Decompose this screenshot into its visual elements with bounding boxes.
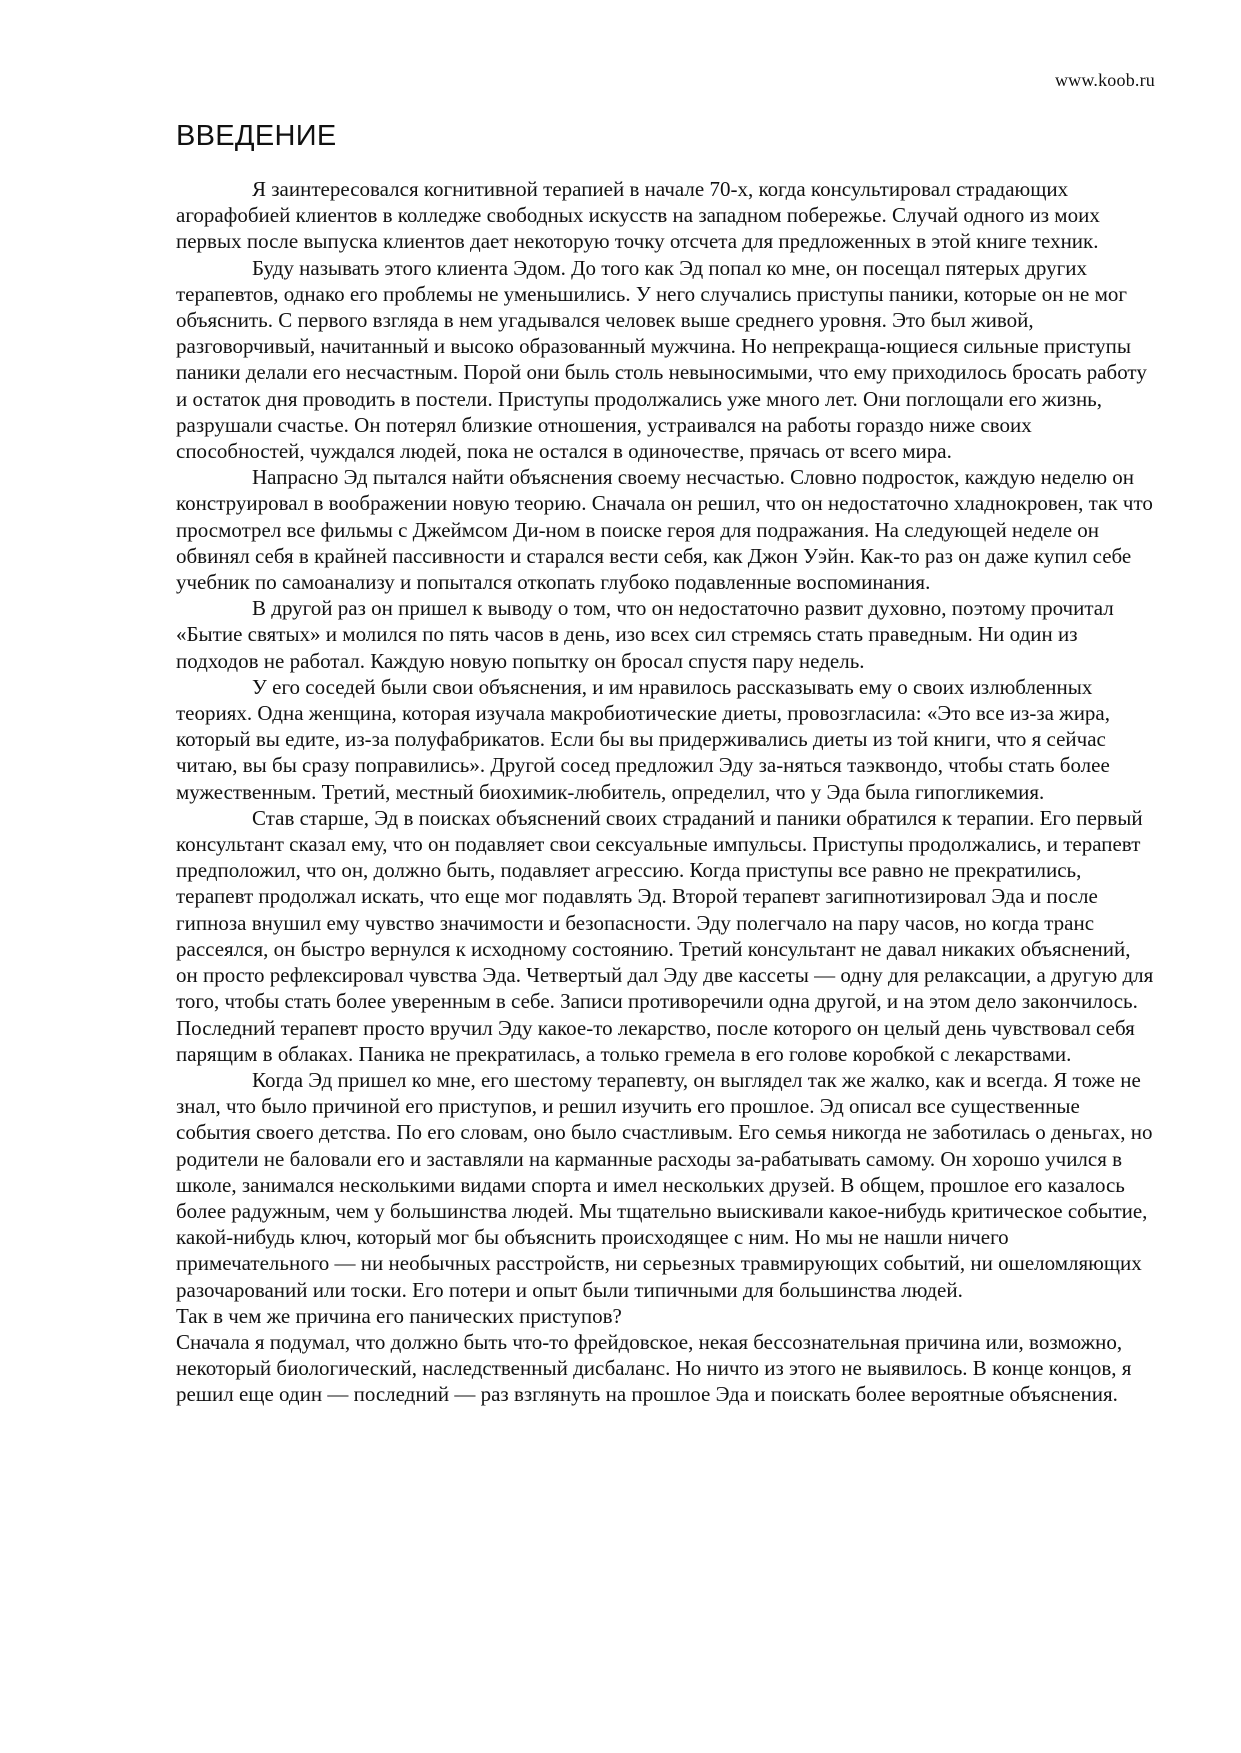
paragraph-8: Так в чем же причина его панических приступов? [176,1303,622,1328]
paragraph-2: Буду называть этого клиента Эдом. До того как Эд попал ко мне, он посещал пятерых других терапевтов, однако его проблемы не уменьшились. У него случались приступы паники, которые он не мог объяснить. С первого взгляда в нем угадывался человек выше среднего уровня. Это был живой, разговорчивый, начитанный и высоко образованный мужчина. Но непрекраща-ющиеся сильные приступы паники делали его несчастным. Порой они быль столь невыносимыми, что ему приходилось бросать работу и остаток дня проводить в постели. Приступы продолжались уже много лет. Они поглощали его жизнь, разрушали счастье. Он потерял близкие отношения, устраивался на работы гораздо ниже своих способностей, чуждался людей, пока не остался в одиночестве, прячась от всего мира. [176,255,1147,464]
page-title: ВВЕДЕНИЕ [176,120,337,152]
paragraph-3: Напрасно Эд пытался найти объяснения своему несчастью. Словно подросток, каждую неделю он конструировал в воображении новую теорию. Сначала он решил, что он недостаточно хладнокровен, так что просмотрел все фильмы с Джеймсом Ди-ном в поиске героя для подражания. На следующей неделе он обвинял себя в крайней пассивности и старался вести себя, как Джон Уэйн. Как-то раз он даже купил себе учебник по самоанализу и попытался откопать глубоко подавленные воспоминания. [176,465,1153,595]
paragraph-5: У его соседей были свои объяснения, и им нравилось рассказывать ему о своих излюбленных теориях. Одна женщина, которая изучала макробиотические диеты, провозгласила: «Это все из-за жира, который вы едите, из-за полуфабрикатов. Если бы вы придерживались диеты из той книги, что я сейчас читаю, вы бы сразу поправились». Другой сосед предложил Эду за-няться таэквондо, чтобы стать более мужественным. Третий, местный биохимик-любитель, определил, что у Эда была гипогликемия. [176,674,1110,804]
paragraph-1: Я заинтересовался когнитивной терапией в начале 70-х, когда консультировал страдающих агорафобией клиентов в колледже свободных искусств на западном побережье. Случай одного из моих первых после выпуска клиентов дает некоторую точку отсчета для предложенных в этой книге техник. [176,177,1100,254]
site-url: www.koob.ru [1054,70,1155,90]
paragraph-9: Сначала я подумал, что должно быть что-то фрейдовское, некая бессознательная причина или, возможно, некоторый биологический, наследственный дисбаланс. Но ничто из этого не выявилось. В конце концов, я решил еще один — последний — раз взглянуть на прошлое Эда и поискать более вероятные объяснения. [176,1329,1132,1407]
paragraph-4: В другой раз он пришел к выводу о том, что он недостаточно развит духовно, поэтому прочитал «Бытие святых» и молился по пять часов в день, изо всех сил стремясь стать праведным. Ни один из подходов не работал. Каждую новую попытку он бросал спустя пару недель. [176,596,1114,673]
page-body [176,176,1154,1408]
paragraph-7: Когда Эд пришел ко мне, его шестому терапевту, он выглядел так же жалко, как и всегда. Я тоже не знал, что было причиной его приступов, и решил изучить его прошлое. Эд описал все существенные события своего детства. По его словам, оно было счастливым. Его семья никогда не заботилась о деньгах, но родители не баловали его и заставляли на карманные расходы за-рабатывать самому. Он хорошо учился в школе, занимался несколькими видами спорта и имел нескольких друзей. В общем, прошлое его казалось более радужным, чем у большинства людей. Мы тщательно выискивали какое-нибудь критическое событие, какой-нибудь ключ, который мог бы объяснить происходящее с ним. Но мы не нашли ничего примечательного — ни необычных расстройств, ни серьезных травмирующих событий, ни ошеломляющих разочарований или тоски. Его потери и опыт были типичными для большинства людей. [176,1067,1153,1302]
paragraph-6: Став старше, Эд в поисках объяснений своих страданий и паники обратился к терапии. Его первый консультант сказал ему, что он подавляет свои сексуальные импульсы. Приступы продолжались, и терапевт предположил, что он, должно быть, подавляет агрессию. Когда приступы все равно не прекратились, терапевт продолжал искать, что еще мог подавлять Эд. Второй терапевт загипнотизировал Эда и после гипноза внушил ему чувство значимости и безопасности. Эду полегчало на пару часов, но когда транс рассеялся, он быстро вернулся к исходному состоянию. Третий консультант не давал никаких объяснений, он просто рефлексировал чувства Эда. Четвертый дал Эду две кассеты — одну для релаксации, а другую для того, чтобы стать более уверенным в себе. Записи противоречили одна другой, и на этом дело закончилось. Последний терапевт просто вручил Эду какое-то лекарство, после которого он целый день чувствовал себя парящим в облаках. Паника не прекратилась, а только гремела в его голове коробкой с лекарствами. [176,805,1154,1066]
